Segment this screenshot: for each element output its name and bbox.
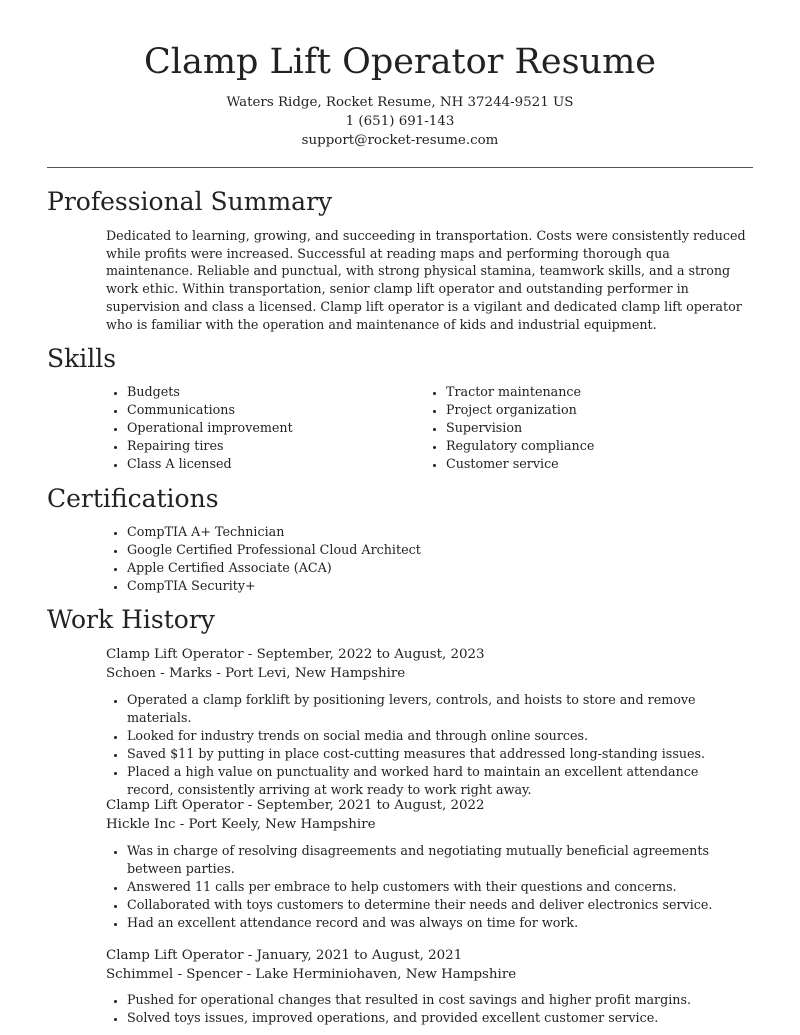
list-item: • Repairing tires — [127, 437, 417, 455]
job-company-line: Hickle Inc - Port Keely, New Hampshire — [106, 817, 376, 832]
skills-list-left — [106, 383, 417, 473]
summary-text: Dedicated to learning, growing, and succeeding in transportation. Costs were consistently reduced while profits were increased. Successful at reading maps and performing thorough qua maintenance. Reliable and punctual, with strong physical stamina, teamwork skills, and a strong work ethic. Within transportation, senior clamp lift operator and outstanding performer in supervision and class a licensed. Clamp lift operator is a vigilant and dedicated clamp lift operator who is familiar with the operation and maintenance of kids and industrial equipment. — [106, 228, 746, 332]
job-location: Port Keely, New Hampshire — [188, 817, 376, 832]
contact-email: support@rocket-resume.com — [301, 133, 499, 148]
job-company: Schimmel - Spencer — [106, 967, 243, 982]
job-dates: January, 2021 to August, 2021 — [256, 948, 463, 963]
job-location: Port Levi, New Hampshire — [225, 666, 406, 681]
list-item: • Was in charge of resolving disagreements and negotiating mutually beneficial agreements between parties. — [127, 842, 747, 878]
list-item: • Customer service — [446, 455, 746, 473]
list-item: • Looked for industry trends on social media and through online sources. — [127, 727, 747, 745]
list-item: • Solved toys issues, improved operations, and provided excellent customer service. — [127, 1009, 747, 1027]
list-item: • CompTIA A+ Technician — [127, 523, 747, 541]
job-bullets — [106, 991, 747, 1027]
skills-heading: Skills — [47, 344, 117, 373]
job-location: Lake Herminiohaven, New Hampshire — [255, 967, 517, 982]
contact-address: Waters Ridge, Rocket Resume, NH 37244-9521 US — [226, 95, 574, 110]
list-item: • Communications — [127, 401, 417, 419]
job-title-line: Clamp Lift Operator - September, 2022 to August, 2023 — [106, 647, 485, 662]
list-item: • Regulatory compliance — [446, 437, 746, 455]
list-item: • Saved $11 by putting in place cost-cutting measures that addressed long-standing issues. — [127, 745, 747, 763]
job-title: Clamp Lift Operator — [106, 798, 244, 813]
list-item: • Class A licensed — [127, 455, 417, 473]
certifications-heading: Certifications — [47, 484, 219, 513]
job-bullets — [106, 691, 747, 799]
summary-heading: Professional Summary — [47, 187, 333, 216]
job-bullets — [106, 842, 747, 932]
certifications-list — [106, 523, 747, 595]
job-title-line: Clamp Lift Operator - September, 2021 to August, 2022 — [106, 798, 485, 813]
header-divider — [47, 167, 753, 168]
contact-phone: 1 (651) 691-143 — [345, 114, 455, 129]
resume-title: Clamp Lift Operator Resume — [143, 42, 656, 82]
list-item: • Google Certified Professional Cloud Architect — [127, 541, 747, 559]
list-item: • Operated a clamp forklift by positioning levers, controls, and hoists to store and remove materials. — [127, 691, 747, 727]
job-company-line: Schoen - Marks - Port Levi, New Hampshire — [106, 666, 406, 681]
list-item: • Tractor maintenance — [446, 383, 746, 401]
list-item: • Apple Certified Associate (ACA) — [127, 559, 747, 577]
job-title: Clamp Lift Operator — [106, 647, 244, 662]
list-item: • Answered 11 calls per embrace to help customers with their questions and concerns. — [127, 878, 747, 896]
job-company: Schoen - Marks — [106, 666, 213, 681]
skills-list-right — [425, 383, 746, 473]
job-company-line: Schimmel - Spencer - Lake Herminiohaven, New Hampshire — [106, 967, 517, 982]
work-history-heading: Work History — [47, 605, 215, 634]
list-item: • Project organization — [446, 401, 746, 419]
list-item: • Operational improvement — [127, 419, 417, 437]
job-title-line: Clamp Lift Operator - January, 2021 to August, 2021 — [106, 948, 463, 963]
job-dates: September, 2021 to August, 2022 — [256, 798, 485, 813]
list-item: • Pushed for operational changes that resulted in cost savings and higher profit margins. — [127, 991, 747, 1009]
list-item: • CompTIA Security+ — [127, 577, 747, 595]
list-item: • Budgets — [127, 383, 417, 401]
job-dates: September, 2022 to August, 2023 — [256, 647, 485, 662]
job-title: Clamp Lift Operator — [106, 948, 244, 963]
job-company: Hickle Inc — [106, 817, 176, 832]
list-item: • Had an excellent attendance record and was always on time for work. — [127, 914, 747, 932]
list-item: • Collaborated with toys customers to determine their needs and deliver electronics service. — [127, 896, 747, 914]
list-item: • Supervision — [446, 419, 746, 437]
list-item: • Placed a high value on punctuality and worked hard to maintain an excellent attendance record, consistently arriving at work ready to work right away. — [127, 763, 747, 799]
